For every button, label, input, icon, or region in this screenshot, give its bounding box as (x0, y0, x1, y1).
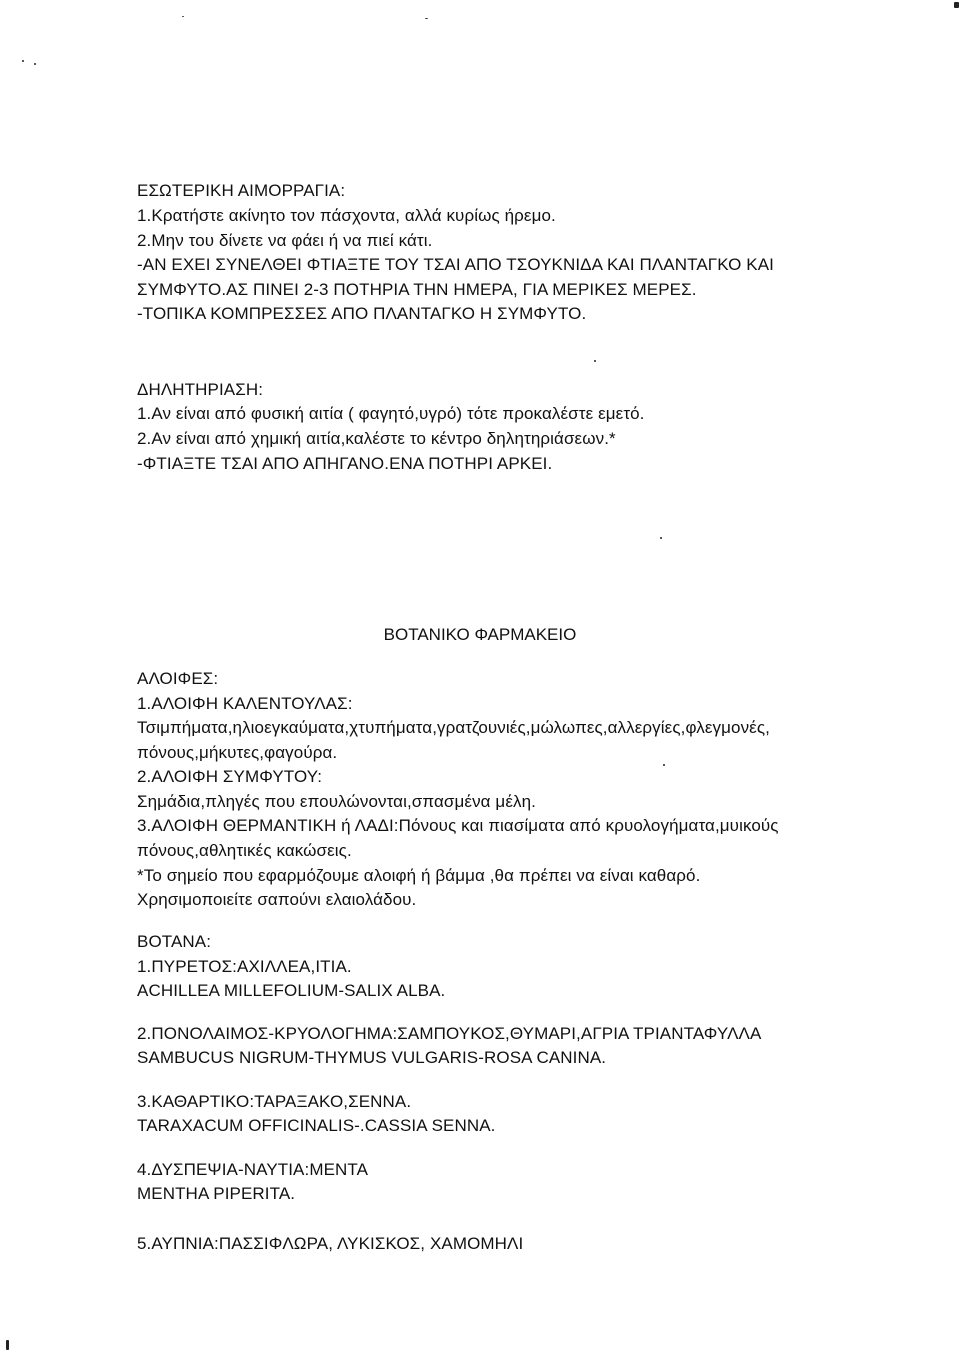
text-line: -ΑΝ ΕΧΕΙ ΣΥΝΕΛΘΕΙ ΦΤΙΑΞΤΕ ΤΟΥ ΤΣΑΙ ΑΠΟ ΤΣΟΥΚΝΙΔΑ ΚΑΙ ΠΛΑΝΤΑΓΚΟ ΚΑΙ (137, 255, 775, 274)
scan-speck (663, 764, 665, 766)
herb-greek-name: 2.ΠΟΝΟΛΑΙΜΟΣ-ΚΡΥΟΛΟΓΗΜΑ:ΣΑΜΠΟΥΚΟΣ,ΘΥΜΑΡΙ,ΑΓΡΙΑ ΤΡΙΑΝΤΑΦΥΛΛΑ (137, 1024, 762, 1043)
scan-speck (954, 2, 959, 8)
text-line: 3.ΑΛΟΙΦΗ ΘΕΡΜΑΝΤΙΚΗ ή ΛΑΔΙ:Πόνους και πιασίματα από κρυολογήματα,μυικούς (137, 816, 779, 835)
text-line: *Το σημείο που εφαρμόζουμε αλοιφή ή βάμμα ,θα πρέπει να είναι καθαρό. (137, 866, 701, 885)
text-line: πόνους,μήκυτες,φαγούρα. (137, 743, 338, 762)
scan-speck (594, 360, 596, 362)
section-heading-poisoning: ΔΗΛΗΤΗΡΙΑΣΗ: (137, 380, 264, 399)
text-line: 1.Κρατήστε ακίνητο τον πάσχοντα, αλλά κυρίως ήρεμο. (137, 206, 556, 225)
scan-speck (425, 18, 428, 19)
herb-greek-name: 5.ΑΥΠΝΙΑ:ΠΑΣΣΙΦΛΩΡΑ, ΛΥΚΙΣΚΟΣ, ΧΑΜΟΜΗΛΙ (137, 1234, 524, 1253)
page-title: ΒΟΤΑΝΙΚΟ ΦΑΡΜΑΚΕΙΟ (383, 625, 577, 644)
scan-speck (182, 16, 184, 17)
herb-greek-name: 4.ΔΥΣΠΕΨΙΑ-ΝΑΥΤΙΑ:ΜΕΝΤΑ (137, 1160, 369, 1179)
section-heading-ointments: ΑΛΟΙΦΕΣ: (137, 669, 219, 688)
scan-speck (6, 1340, 9, 1350)
herb-latin-name: TARAXACUM OFFICINALIS-.CASSIA SENNA. (137, 1116, 496, 1135)
text-line: ΣΥΜΦΥΤΟ.ΑΣ ΠΙΝΕΙ 2-3 ΠΟΤΗΡΙΑ ΤΗΝ ΗΜΕΡΑ, ΓΙΑ ΜΕΡΙΚΕΣ ΜΕΡΕΣ. (137, 280, 697, 299)
text-line: 2.Μην του δίνετε να φάει ή να πιεί κάτι. (137, 231, 433, 250)
herb-greek-name: 3.ΚΑΘΑΡΤΙΚΟ:ΤΑΡΑΞΑΚΟ,ΣΕΝΝΑ. (137, 1092, 412, 1111)
herb-latin-name: ACHILLEA MILLEFOLIUM-SALIX ALBA. (137, 981, 446, 1000)
herb-greek-name: 1.ΠΥΡΕΤΟΣ:ΑΧΙΛΛΕΑ,ΙΤΙΑ. (137, 957, 352, 976)
section-heading-herbs: ΒΟΤΑΝΑ: (137, 932, 212, 951)
text-line: Τσιμπήματα,ηλιοεγκαύματα,χτυπήματα,γρατζουνιές,μώλωπες,αλλεργίες,φλεγμονές, (137, 718, 770, 737)
text-line: 2.ΑΛΟΙΦΗ ΣΥΜΦΥΤΟΥ: (137, 767, 323, 786)
scan-speck (660, 537, 662, 539)
scan-speck (22, 60, 24, 62)
text-line: Χρησιμοποιείτε σαπούνι ελαιολάδου. (137, 890, 417, 909)
herb-latin-name: SAMBUCUS NIGRUM-THYMUS VULGARIS-ROSA CANINA. (137, 1048, 607, 1067)
text-line: 2.Αν είναι από χημική αιτία,καλέστε το κέντρο δηλητηριάσεων.* (137, 429, 616, 448)
text-line: 1.ΑΛΟΙΦΗ ΚΑΛΕΝΤΟΥΛΑΣ: (137, 694, 353, 713)
section-heading-internal-bleeding: ΕΣΩΤΕΡΙΚΗ ΑΙΜΟΡΡΑΓΙΑ: (137, 181, 346, 200)
text-line: -ΤΟΠΙΚΑ ΚΟΜΠΡΕΣΣΕΣ ΑΠΟ ΠΛΑΝΤΑΓΚΟ Η ΣΥΜΦΥΤΟ. (137, 304, 587, 323)
text-line: Σημάδια,πληγές που επουλώνονται,σπασμένα μέλη. (137, 792, 536, 811)
scan-speck (34, 63, 36, 65)
herb-latin-name: MENTHA PIPERITA. (137, 1184, 296, 1203)
text-line: 1.Αν είναι από φυσική αιτία ( φαγητό,υγρό) τότε προκαλέστε εμετό. (137, 404, 645, 423)
text-line: πόνους,αθλητικές κακώσεις. (137, 841, 352, 860)
text-line: -ΦΤΙΑΞΤΕ ΤΣΑΙ ΑΠΟ ΑΠΗΓΑΝΟ.ΕΝΑ ΠΟΤΗΡΙ ΑΡΚΕΙ. (137, 454, 553, 473)
